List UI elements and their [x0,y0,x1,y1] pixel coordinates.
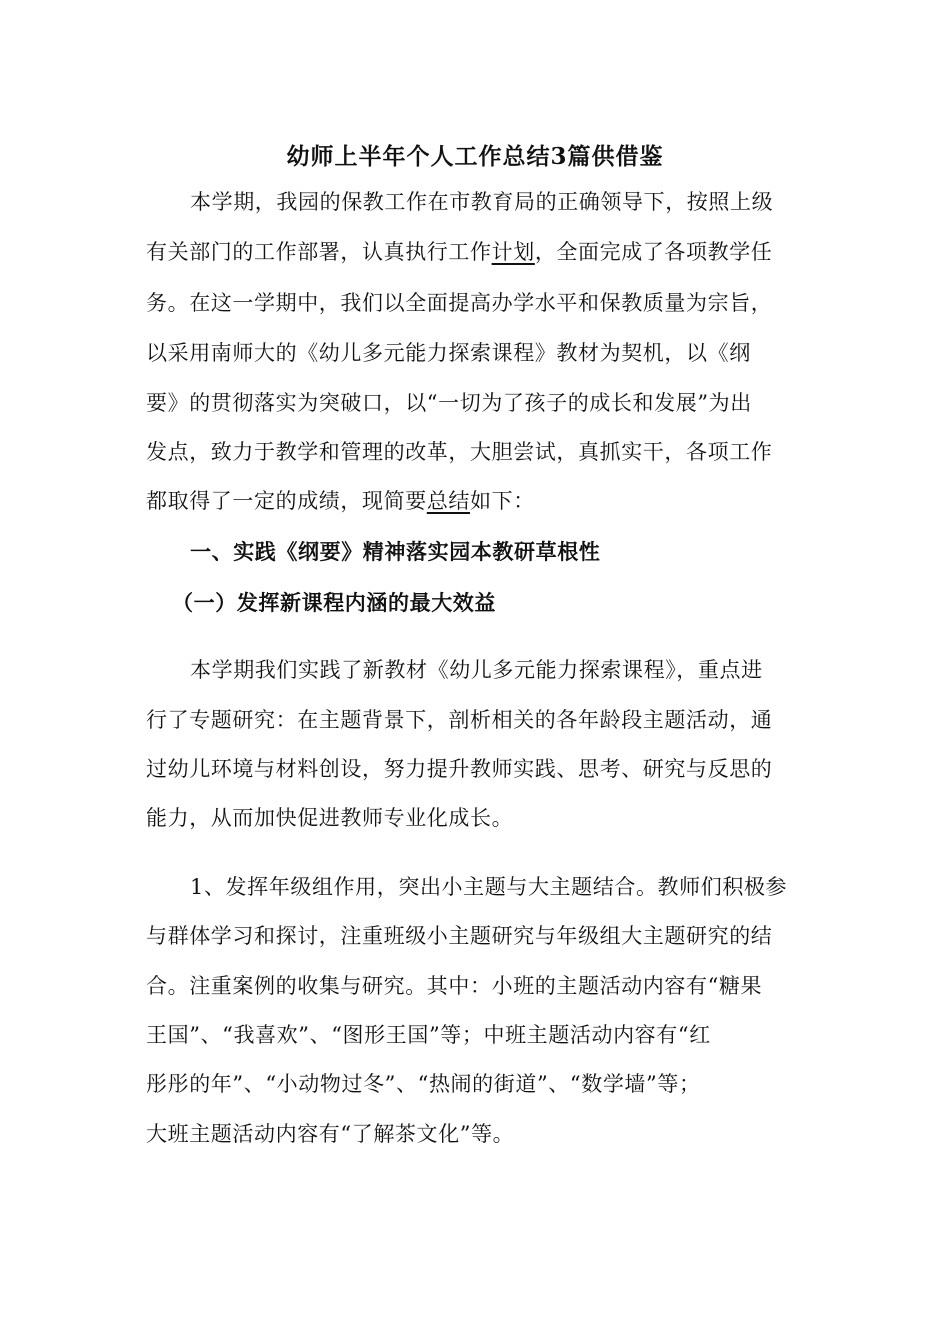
text-run: 如下： [470,489,535,513]
paragraph-line: 本学期我们实践了新教材《幼儿多元能力探索课程》，重点进 [190,658,763,682]
paragraph-line: 本学期，我园的保教工作在市教育局的正确领导下，按照上级 [190,190,774,214]
paragraph-line: 大班主题活动内容有“了解茶文化”等。 [146,1122,515,1146]
paragraph-line: 要》的贯彻落实为突破口，以“一切为了孩子的成长和发展”为出 [146,391,752,415]
text-run: 都取得了一定的成绩，现简要 [146,489,427,513]
paragraph-line: 发点，致力于教学和管理的改革，大胆尝试，真抓实干，各项工作 [146,440,773,464]
paragraph-line: 以采用南师大的《幼儿多元能力探索课程》教材为契机，以《纲 [146,341,751,365]
paragraph-line: 王国”、“我喜欢”、“图形王国”等；中班主题活动内容有“红 [146,1023,711,1047]
subsection-heading: （一）发挥新课程内涵的最大效益 [172,590,496,615]
section-heading: 一、实践《纲要》精神落实园本教研草根性 [190,539,601,564]
paragraph-line: 能力，从而加快促进教师专业化成长。 [146,806,514,830]
text-run: 有关部门的工作部署，认真执行工作 [146,240,492,264]
paragraph-line: 行了专题研究：在主题背景下，剖析相关的各年龄段主题活动，通 [146,708,773,732]
paragraph-line [146,487,535,515]
paragraph-line: 与群体学习和探讨，注重班级小主题研究与年级组大主题研究的结 [146,924,773,948]
text-run: ，全面完成了各项教学任 [534,240,773,264]
document-title: 幼师上半年个人工作总结3篇供借鉴 [286,143,664,170]
underlined-keyword: 总结 [426,489,471,513]
paragraph-line: 合。注重案例的收集与研究。其中：小班的主题活动内容有“糖果 [146,974,763,998]
paragraph-line: 务。在这一学期中，我们以全面提高办学水平和保教质量为宗旨， [146,291,773,315]
paragraph-line: 1、发挥年级组作用，突出小主题与大主题结合。教师们积极参 [190,875,788,899]
paragraph-line: 过幼儿环境与材料创设，努力提升教师实践、思考、研究与反思的 [146,757,773,781]
paragraph-line: 彤彤的年”、“小动物过冬”、“热闹的街道”、“数学墙”等； [146,1072,701,1096]
underlined-keyword: 计划 [491,240,535,264]
paragraph-line [146,238,772,266]
